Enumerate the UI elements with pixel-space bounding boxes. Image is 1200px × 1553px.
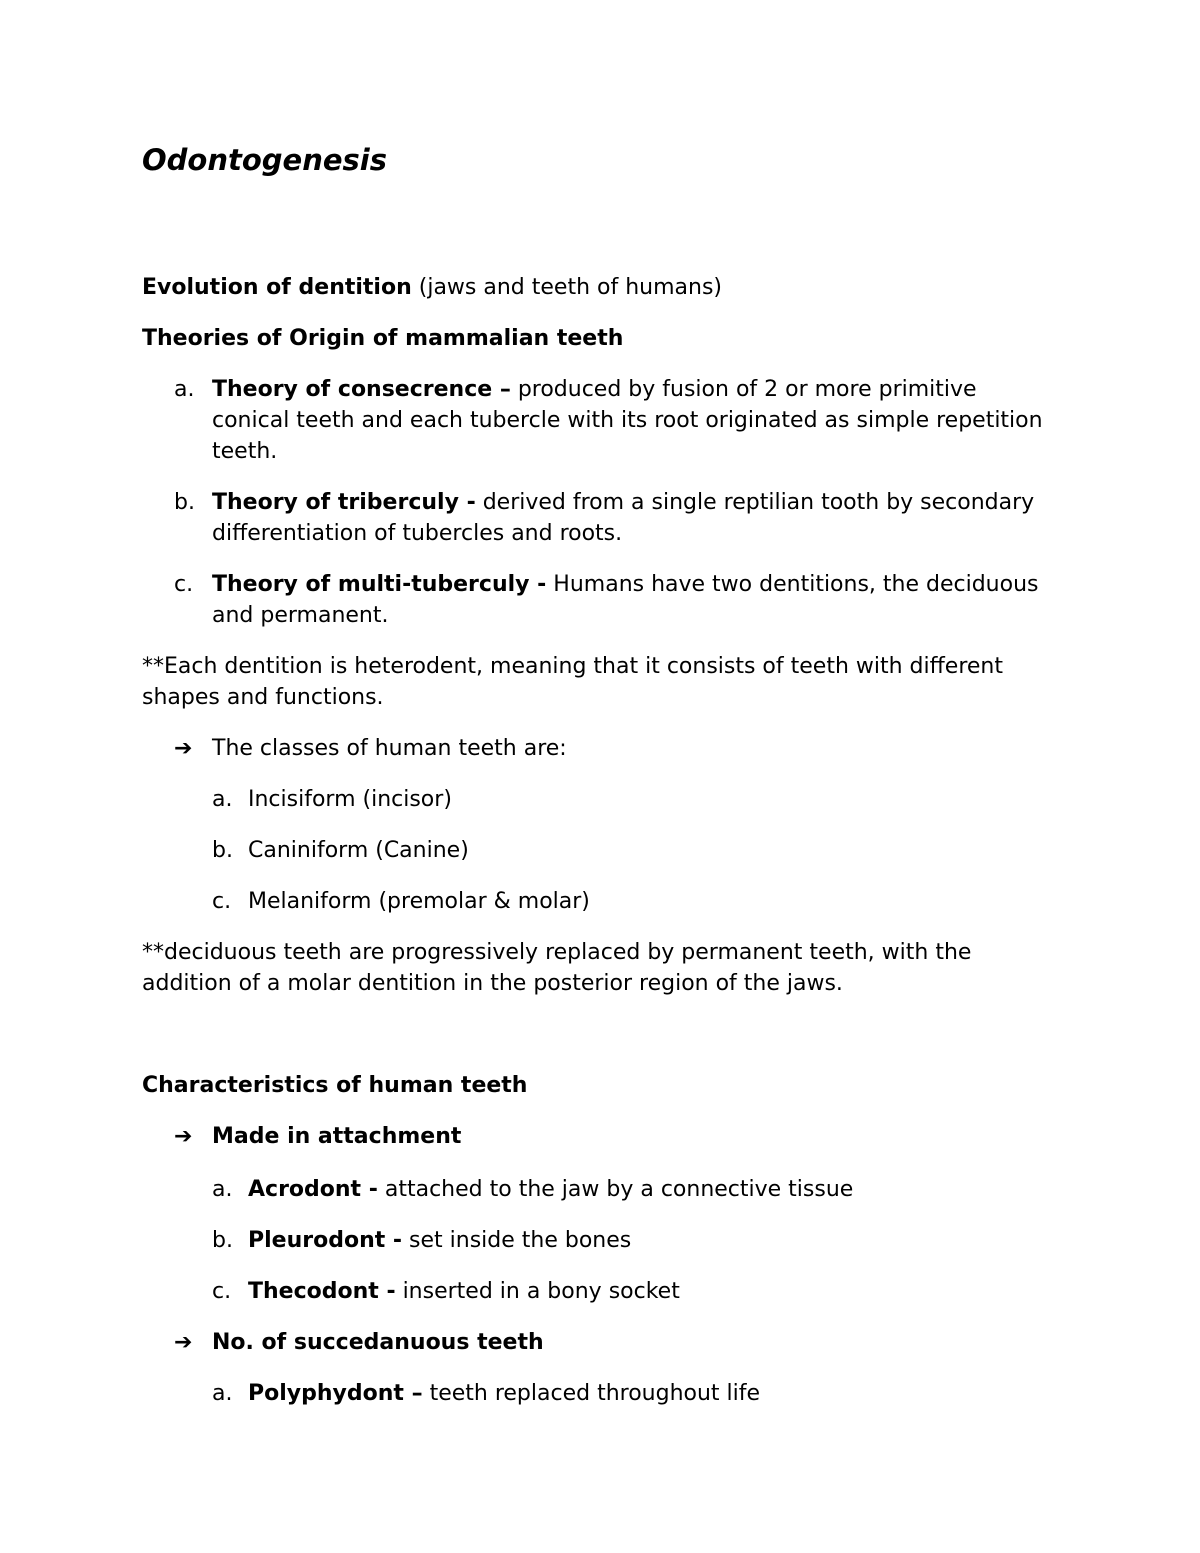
list-item-text: teeth replaced throughout life	[422, 1381, 761, 1406]
list-item	[142, 569, 1050, 631]
list-item-term: Acrodont -	[248, 1177, 378, 1202]
list-item-text: Incisiform (incisor)	[248, 787, 452, 812]
list-item	[142, 1174, 1050, 1205]
evolution-line	[142, 272, 1050, 303]
list-item-text: set inside the bones	[402, 1228, 632, 1253]
list-item-term: Theory of multi-tuberculy -	[212, 572, 547, 597]
list-item-text: Caniniform (Canine)	[248, 838, 469, 863]
theories-list	[142, 374, 1050, 631]
list-item	[142, 886, 1050, 917]
succedaneous-heading	[142, 1327, 1050, 1358]
evolution-note: (jaws and teeth of humans)	[411, 275, 722, 300]
attachment-list	[142, 1174, 1050, 1307]
list-item-term: Pleurodont -	[248, 1228, 403, 1253]
list-marker: c.	[212, 1279, 232, 1304]
arrow-right-icon: ➔	[174, 1124, 193, 1149]
list-item	[142, 1378, 1050, 1409]
evolution-heading: Evolution of dentition	[142, 275, 412, 300]
succedaneous-list	[142, 1378, 1050, 1409]
list-item-text: Humans have two dentitions, the deciduous and permanent.	[212, 572, 1039, 628]
classes-lead-text: The classes of human teeth are:	[212, 736, 567, 761]
list-marker: c.	[212, 889, 232, 914]
attachment-heading	[142, 1121, 1050, 1152]
document-title: Odontogenesis	[142, 143, 387, 177]
list-item	[142, 784, 1050, 815]
theories-heading: Theories of Origin of mammalian teeth	[142, 326, 624, 351]
list-marker: a.	[212, 1177, 233, 1202]
list-marker: b.	[212, 838, 233, 863]
list-item-term: Thecodont -	[248, 1279, 396, 1304]
classes-lead	[142, 733, 1050, 764]
attachment-label: Made in attachment	[212, 1124, 462, 1149]
list-item-text: inserted in a bony socket	[395, 1279, 680, 1304]
list-marker: b.	[174, 490, 195, 515]
arrow-right-icon: ➔	[174, 1330, 193, 1355]
classes-list	[142, 784, 1050, 917]
list-item-text: attached to the jaw by a connective tissue	[377, 1177, 854, 1202]
list-marker: c.	[174, 572, 194, 597]
arrow-right-icon: ➔	[174, 736, 193, 761]
list-item-text: derived from a single reptilian tooth by secondary differentiation of tubercles and roots.	[212, 490, 1035, 546]
heterodont-note: **Each dentition is heterodent, meaning that it consists of teeth with different shapes and functions.	[142, 654, 1003, 710]
list-item-text: produced by fusion of 2 or more primitive conical teeth and each tubercle with its root originated as simple repetition teeth.	[212, 377, 1043, 464]
list-item	[142, 1276, 1050, 1307]
list-marker: b.	[212, 1228, 233, 1253]
list-item	[142, 487, 1050, 549]
list-item	[142, 835, 1050, 866]
list-item	[142, 1225, 1050, 1256]
list-item-term: Theory of triberculy -	[212, 490, 476, 515]
deciduous-note: **deciduous teeth are progressively replaced by permanent teeth, with the addition of a molar dentition in the posterior region of the jaws.	[142, 940, 972, 996]
list-item-term: Theory of consecrence –	[212, 377, 511, 402]
succedaneous-label: No. of succedanuous teeth	[212, 1330, 544, 1355]
list-item	[142, 374, 1050, 467]
list-marker: a.	[212, 1381, 233, 1406]
list-item-term: Polyphydont –	[248, 1381, 423, 1406]
characteristics-heading: Characteristics of human teeth	[142, 1073, 528, 1098]
list-item-text: Melaniform (premolar & molar)	[248, 889, 590, 914]
list-marker: a.	[212, 787, 233, 812]
list-marker: a.	[174, 377, 195, 402]
